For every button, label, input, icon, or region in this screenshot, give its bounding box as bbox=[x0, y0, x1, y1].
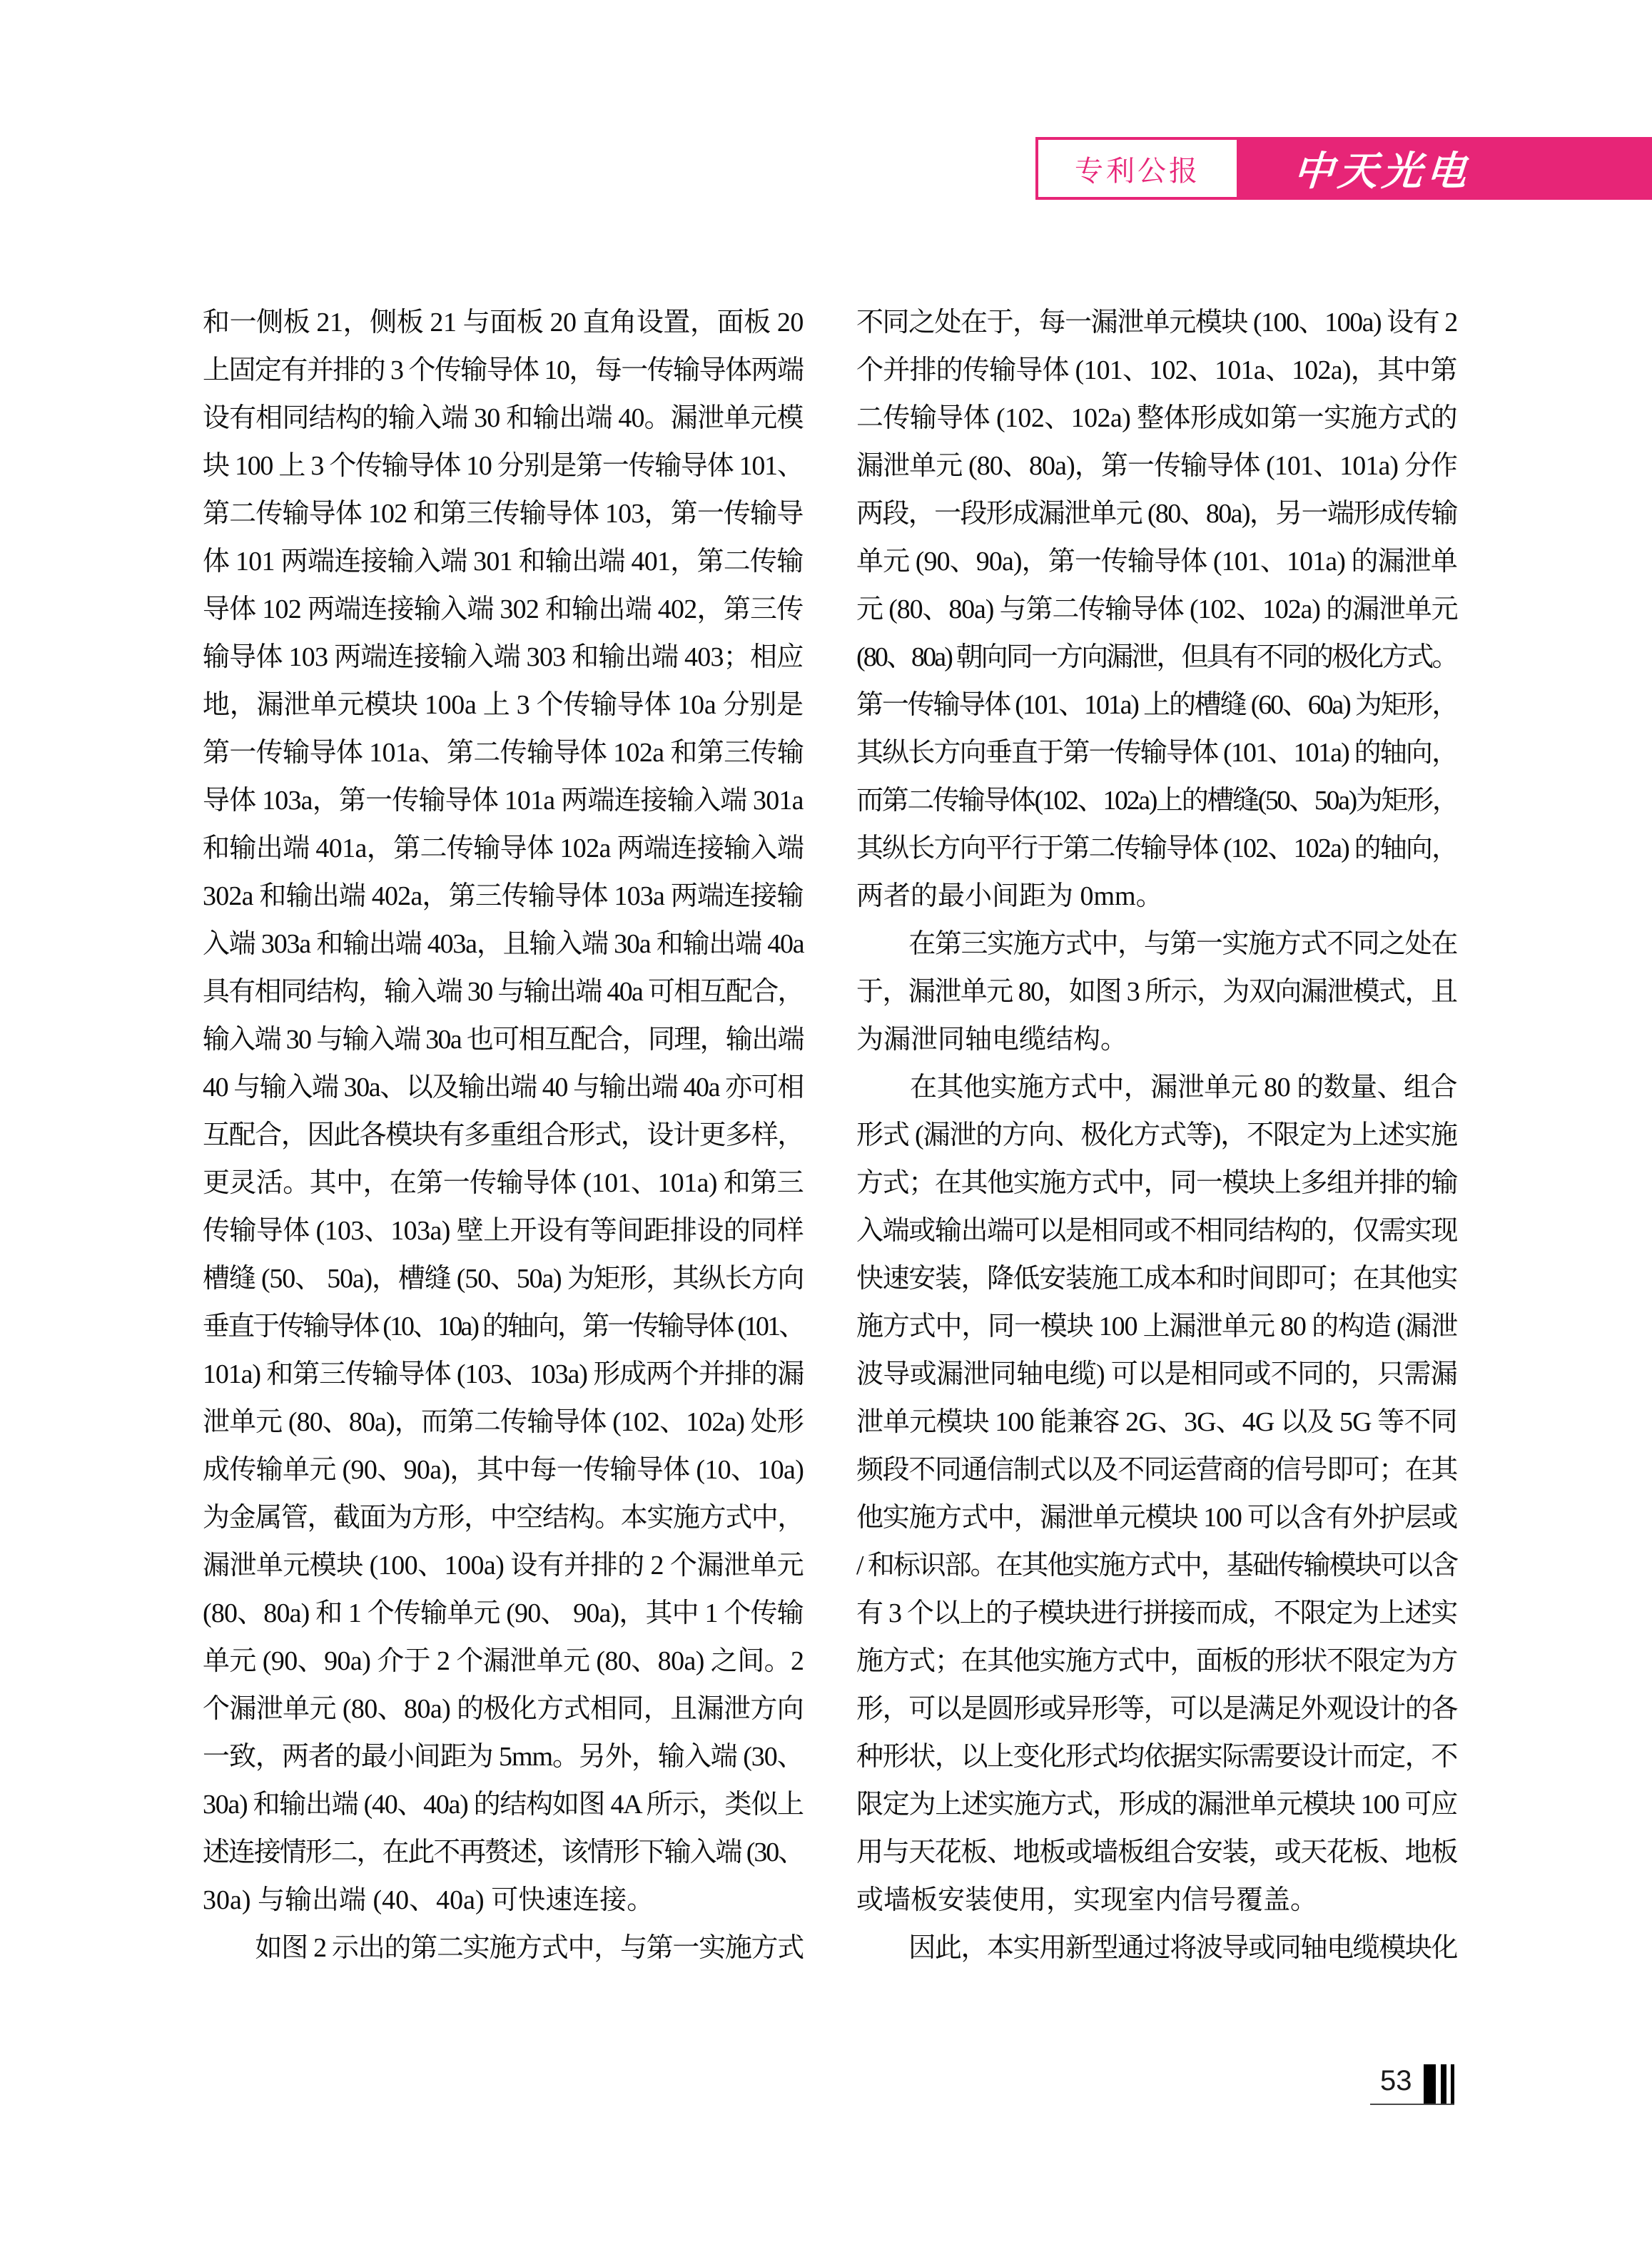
text-line: 更灵活。其中，在第一传输导体 (101、101a) 和第三 bbox=[203, 1168, 804, 1198]
gazette-label-box bbox=[1035, 137, 1240, 200]
text-line: 限定为上述实施方式，形成的漏泄单元模块 100 可应 bbox=[856, 1790, 1458, 1820]
text-line: 成传输单元 (90、90a)，其中每一传输导体 (10、10a) bbox=[203, 1455, 804, 1485]
text-line: 如图 2 示出的第二实施方式中，与第一实施方式 bbox=[203, 1933, 804, 1963]
gazette-label: 专利公报 bbox=[1075, 155, 1200, 187]
text-line: 体 101 两端连接输入端 301 和输出端 401，第二传输 bbox=[203, 547, 804, 577]
text-line: 第二传输导体 102 和第三传输导体 103，第一传输导 bbox=[203, 499, 804, 529]
text-line: 上固定有并排的 3 个传输导体 10，每一传输导体两端 bbox=[203, 355, 804, 385]
text-line: 频段不同通信制式以及不同运营商的信号即可；在其 bbox=[856, 1455, 1458, 1485]
text-line: 元 (80、80a) 与第二传输导体 (102、102a) 的漏泄单元 bbox=[856, 594, 1458, 624]
text-line: 导体 103a，第一传输导体 101a 两端连接输入端 301a bbox=[203, 786, 804, 816]
text-line: 具有相同结构，输入端 30 与输出端 40a 可相互配合， bbox=[203, 977, 804, 1007]
page-number-bar-icon bbox=[1424, 2064, 1436, 2104]
text-line: 地，漏泄单元模块 100a 上 3 个传输导体 10a 分别是 bbox=[203, 690, 804, 720]
text-line: 波导或漏泄同轴电缆) 可以是相同或不同的，只需漏 bbox=[856, 1359, 1458, 1389]
text-line: 一致，两者的最小间距为 5mm。另外，输入端 (30、 bbox=[203, 1742, 804, 1772]
text-line: 个并排的传输导体 (101、102、101a、102a)，其中第 bbox=[856, 355, 1457, 385]
text-line: 其纵长方向平行于第二传输导体 (102、102a) 的轴向， bbox=[856, 833, 1458, 863]
text-line: (80、80a) 和 1 个传输单元 (90、 90a)，其中 1 个传输 bbox=[203, 1598, 804, 1628]
text-line: 不同之处在于，每一漏泄单元模块 (100、100a) 设有 2 bbox=[856, 308, 1457, 338]
text-line: 二传输导体 (102、102a) 整体形成如第一实施方式的 bbox=[856, 403, 1458, 433]
text-line: 用与天花板、地板或墙板组合安装，或天花板、地板 bbox=[856, 1837, 1458, 1867]
text-line: 而第二传输导体(102、102a)上的槽缝(50、50a)为矩形， bbox=[856, 786, 1458, 816]
text-line: 单元 (90、90a)，第一传输导体 (101、101a) 的漏泄单 bbox=[856, 547, 1457, 577]
text-line: 输导体 103 两端连接输入端 303 和输出端 403；相应 bbox=[203, 642, 804, 672]
text-line: 或墙板安装使用，实现室内信号覆盖。 bbox=[856, 1885, 1318, 1915]
page-number-bar-icon bbox=[1441, 2064, 1447, 2104]
text-line: / 和标识部。在其他实施方式中，基础传输模块可以含 bbox=[856, 1551, 1458, 1581]
text-line: 30a) 和输出端 (40、40a) 的结构如图 4A 所示，类似上 bbox=[203, 1790, 804, 1820]
text-line: 为金属管，截面为方形，中空结构。本实施方式中， bbox=[203, 1503, 804, 1533]
text-line: 泄单元 (80、80a)，而第二传输导体 (102、102a) 处形 bbox=[203, 1407, 804, 1437]
text-line: 漏泄单元模块 (100、100a) 设有并排的 2 个漏泄单元 bbox=[203, 1551, 804, 1581]
text-line: 施方式；在其他实施方式中，面板的形状不限定为方 bbox=[856, 1646, 1458, 1676]
text-column-left bbox=[203, 299, 804, 1972]
text-line: 40 与输入端 30a、以及输出端 40 与输出端 40a 亦可相 bbox=[203, 1072, 804, 1102]
text-line: 为漏泄同轴电缆结构。 bbox=[856, 1025, 1128, 1055]
text-line: 30a) 与输出端 (40、40a) 可快速连接。 bbox=[203, 1885, 654, 1915]
text-line: 个漏泄单元 (80、80a) 的极化方式相同，且漏泄方向 bbox=[203, 1694, 804, 1724]
text-line: 和输出端 401a，第二传输导体 102a 两端连接输入端 bbox=[203, 833, 804, 863]
text-line: 和一侧板 21，侧板 21 与面板 20 直角设置，面板 20 bbox=[203, 308, 804, 338]
text-line: 在其他实施方式中，漏泄单元 80 的数量、组合 bbox=[856, 1072, 1458, 1102]
text-line: 形，可以是圆形或异形等，可以是满足外观设计的各 bbox=[856, 1694, 1458, 1724]
text-line: 单元 (90、90a) 介于 2 个漏泄单元 (80、80a) 之间。2 bbox=[203, 1646, 804, 1676]
text-line: 101a) 和第三传输导体 (103、103a) 形成两个并排的漏 bbox=[203, 1359, 804, 1389]
text-line: (80、80a) 朝向同一方向漏泄，但具有不同的极化方式。 bbox=[856, 642, 1457, 672]
text-line: 述连接情形二，在此不再赘述，该情形下输入端 (30、 bbox=[203, 1837, 804, 1867]
text-line: 漏泄单元 (80、80a)，第一传输导体 (101、101a) 分作 bbox=[856, 451, 1457, 481]
text-line: 两者的最小间距为 0mm。 bbox=[856, 881, 1163, 911]
brand-logo: 中天光电 bbox=[1292, 148, 1473, 195]
text-line: 槽缝 (50、 50a)，槽缝 (50、50a) 为矩形，其纵长方向 bbox=[203, 1264, 804, 1294]
text-column-right bbox=[856, 299, 1457, 1972]
text-line: 垂直于传输导体 (10、10a) 的轴向，第一传输导体 (101、 bbox=[203, 1312, 804, 1341]
text-line: 传输导体 (103、103a) 壁上开设有等间距排设的同样 bbox=[203, 1216, 804, 1246]
page-number-block bbox=[1370, 2062, 1454, 2105]
page-number-bar-icon bbox=[1451, 2064, 1454, 2104]
text-line: 施方式中，同一模块 100 上漏泄单元 80 的构造 (漏泄 bbox=[856, 1312, 1458, 1341]
text-line: 因此，本实用新型通过将波导或同轴电缆模块化 bbox=[856, 1933, 1458, 1963]
text-line: 方式；在其他实施方式中，同一模块上多组并排的输 bbox=[856, 1168, 1458, 1198]
text-line: 于，漏泄单元 80，如图 3 所示，为双向漏泄模式，且 bbox=[856, 977, 1457, 1007]
text-line: 快速安装，降低安装施工成本和时间即可；在其他实 bbox=[856, 1264, 1458, 1294]
text-line: 第一传输导体 (101、101a) 上的槽缝 (60、60a) 为矩形， bbox=[856, 690, 1458, 720]
text-line: 入端 303a 和输出端 403a，且输入端 30a 和输出端 40a bbox=[203, 929, 804, 959]
text-line: 两段，一段形成漏泄单元 (80、80a)，另一端形成传输 bbox=[856, 499, 1457, 529]
text-line: 互配合，因此各模块有多重组合形式，设计更多样， bbox=[203, 1120, 804, 1150]
text-line: 块 100 上 3 个传输导体 10 分别是第一传输导体 101、 bbox=[203, 451, 804, 481]
text-line: 第一传输导体 101a、第二传输导体 102a 和第三传输 bbox=[203, 738, 804, 768]
page-number: 53 bbox=[1380, 2065, 1412, 2096]
text-line: 有 3 个以上的子模块进行拼接而成，不限定为上述实 bbox=[856, 1598, 1458, 1628]
text-line: 设有相同结构的输入端 30 和输出端 40。漏泄单元模 bbox=[203, 403, 804, 433]
text-line: 其纵长方向垂直于第一传输导体 (101、101a) 的轴向， bbox=[856, 738, 1458, 768]
text-line: 入端或输出端可以是相同或不相同结构的，仅需实现 bbox=[856, 1216, 1458, 1246]
text-line: 种形状，以上变化形式均依据实际需要设计而定，不 bbox=[856, 1742, 1458, 1772]
text-line: 形式 (漏泄的方向、极化方式等)，不限定为上述实施 bbox=[856, 1120, 1457, 1150]
text-line: 在第三实施方式中，与第一实施方式不同之处在 bbox=[856, 929, 1458, 959]
text-line: 302a 和输出端 402a，第三传输导体 103a 两端连接输 bbox=[203, 881, 804, 911]
text-line: 他实施方式中，漏泄单元模块 100 可以含有外护层或 bbox=[856, 1503, 1458, 1533]
text-line: 泄单元模块 100 能兼容 2G、3G、4G 以及 5G 等不同 bbox=[856, 1407, 1457, 1437]
brand-banner bbox=[1240, 137, 1652, 200]
text-line: 输入端 30 与输入端 30a 也可相互配合，同理，输出端 bbox=[203, 1025, 804, 1055]
text-line: 导体 102 两端连接输入端 302 和输出端 402，第三传 bbox=[203, 594, 804, 624]
